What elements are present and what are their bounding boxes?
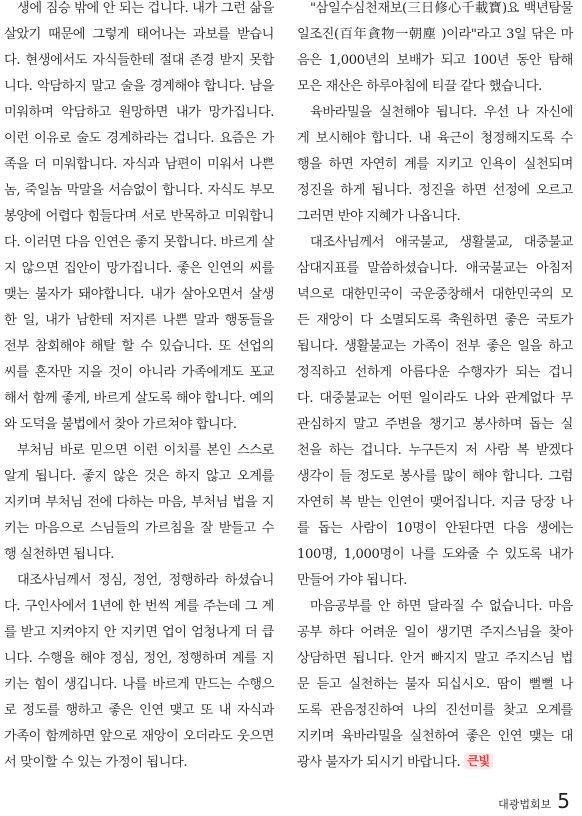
text-line: 자연히 복 받는 인연이 맺어집니다. 지금 당장 나 [297, 495, 573, 510]
text-line: 놈, 죽일놈 막말을 서슴없이 합니다. 자식도 부모 [4, 183, 274, 198]
text-line: 로 정도를 행하고 좋은 인연 맺고 또 내 자식과 [4, 703, 274, 718]
text-line: 를 받고 지켜야지 안 지키면 업이 엄청나게 더 큽 [4, 625, 274, 640]
text-line: 다. 이러면 다음 인연은 좋지 못합니다. 바르게 살 [4, 235, 274, 250]
text-line: 지 않으면 집안이 망가집니다. 좋은 인연의 씨를 [4, 261, 274, 276]
paragraph [297, 0, 573, 100]
text-line: 전부 참회해야 해탈 할 수 있습니다. 또 선업의 [4, 339, 274, 354]
paragraph [4, 438, 274, 568]
text-line: 이런 이유로 술도 경계하라는 겁니다. 요즘은 가 [4, 131, 274, 146]
text-line: 모은 재산은 하루아침에 티끌 같다 했습니다. [297, 79, 542, 94]
text-line: 서 맞이할 수 있는 가정이 됩니다. [4, 755, 188, 770]
text-line: 됩니다. 생활불교는 가족이 전부 좋은 일을 하고 [297, 339, 573, 354]
end-mark-logo: 큰빛 [464, 753, 492, 769]
text-line: 광사 불자가 되시기 바랍니다. 큰빛 [297, 750, 573, 776]
article-right-column [297, 0, 573, 776]
page-number: 5 [557, 789, 570, 813]
text-line: 관심하지 말고 주변을 챙기고 봉사하며 돕는 실 [297, 417, 573, 432]
text-line: 행을 하면 자연히 계를 지키고 인욕이 실천되며 [297, 157, 573, 172]
text-line: 그러면 반야 지혜가 나옵니다. [297, 209, 461, 224]
text-line: 해서 함께 좋게, 바르게 살도록 해야 합니다. 예의 [4, 391, 274, 406]
text-line: 살았기 때문에 그렇게 태어나는 과보를 받습니 [4, 27, 274, 42]
paragraph [297, 100, 573, 230]
text-line: 한 일, 내가 남한테 저지른 나쁜 말과 행동들을 [4, 313, 274, 328]
text-line: 든 재앙이 다 소멸되도록 축원하면 좋은 국토가 [297, 313, 573, 328]
text-line: 녁으로 대한민국이 국운중창해서 대한민국의 모 [297, 287, 573, 302]
article-left-column [4, 0, 274, 776]
publication-name: 대광법회보 [498, 798, 552, 811]
paragraph [297, 594, 573, 776]
text-line: 와 도덕을 불법에서 찾아 가르쳐야 합니다. [4, 417, 237, 432]
text-line: 봉양에 어렵다 힘들다며 서로 반목하고 미워합니 [4, 209, 274, 224]
text-line: 대조사님께서 정심, 정언, 정행하라 하셨습니 [17, 573, 274, 588]
text-line: 게 보시해야 합니다. 내 육근이 청정해지도록 수 [297, 131, 573, 146]
paragraph [4, 0, 274, 438]
text-line: 키는 힘이 생깁니다. 나를 바르게 만드는 수행으 [4, 677, 274, 692]
text-line: 삼대지표를 말씀하셨습니다. 애국불교는 아침저 [297, 261, 573, 276]
text-line: 지키며 육바라밀을 실천하여 좋은 인연 맺는 대 [297, 729, 573, 744]
text-line: 니다. 악담하지 말고 술을 경계해야 합니다. 남을 [4, 79, 274, 94]
text-line: 생각이 들 정도로 봉사를 많이 해야 합니다. 그럼 [297, 469, 573, 484]
text-line: 알게 됩니다. 좋지 않은 것은 하지 않고 오계를 [4, 469, 274, 484]
text-line: 가족이 함께하면 앞으로 재앙이 오더라도 웃으면 [4, 729, 274, 744]
text-line: 만들어 가야 됩니다. [297, 573, 408, 588]
paragraph [4, 568, 274, 776]
page-footer [498, 790, 570, 812]
paragraph [297, 230, 573, 594]
text-line: 육바라밀을 실천해야 됩니다. 우선 나 자신에 [310, 105, 573, 120]
text-line: 도록 관음정진하여 나의 진선미를 찾고 오계를 [297, 703, 573, 718]
text-line: 생에 짐승 밖에 안 되는 겁니다. 내가 그런 삶을 [17, 1, 274, 16]
text-line: 다. 현생에서도 자식들한테 절대 존경 받지 못합 [4, 53, 274, 68]
text-line: 천을 하는 겁니다. 누구든지 저 사람 복 받겠다 [297, 443, 573, 458]
text-line: 맺는 불자가 돼야합니다. 내가 살아오면서 살생 [4, 287, 274, 302]
text-line: 음은 1,000년의 보배가 되고 100년 동안 탐해 [297, 53, 573, 68]
text-line: 정직하고 선하게 아름다운 수행자가 되는 겁니 [297, 365, 573, 380]
text-line: 부처님 바로 믿으면 이런 이치를 본인 스스로 [17, 443, 274, 458]
text-line: 다. 대중불교는 어떤 일이라도 나와 관계없다 무 [297, 391, 573, 406]
text-line: "삼일수심천재보(三日修心千載寶)요 백년탐물 [310, 1, 573, 16]
text-line: 를 돕는 사람이 10명이 안된다면 다음 생에는 [297, 521, 573, 536]
text-line: 다. 구인사에서 1년에 한 번씩 계를 주는데 그 계 [4, 599, 274, 614]
text-line: 키는 마음으로 스님들의 가르침을 잘 받들고 수 [4, 521, 274, 536]
text-line: 100명, 1,000명이 나를 도와줄 수 있도록 내가 [297, 547, 573, 562]
text-line: 대조사님께서 애국불교, 생활불교, 대중불교 [310, 235, 573, 250]
text-line: 상담하면 됩니다. 안거 빠지지 말고 주지스님 법 [297, 651, 573, 666]
text-line: 미워하며 악담하고 원망하면 내가 망가집니다. [4, 105, 274, 120]
text-line: 지키며 부처님 전에 다하는 마음, 부처님 법을 지 [4, 495, 274, 510]
text-line: 마음공부를 안 하면 달라질 수 없습니다. 마음 [310, 599, 573, 614]
text-line: 씨를 혼자만 지을 것이 아니라 가족에게도 포교 [4, 365, 274, 380]
text-line: 일조진(百年貪物一朝塵 )이라"라고 3일 닦은 마 [297, 27, 573, 42]
text-line: 문 듣고 실천하는 불자 되십시오. 땀이 뻘뻘 나 [297, 677, 573, 692]
text-line: 행 실천하면 됩니다. [4, 547, 115, 562]
text-line: 족을 더 미워합니다. 자식과 남편이 미워서 나쁜 [4, 157, 274, 172]
text-line: 공부 하다 어려운 일이 생기면 주지스님을 찾아 [297, 625, 573, 640]
text-line: 니다. 수행을 해야 정심, 정언, 정행하며 계를 지 [4, 651, 274, 666]
text-line: 정진을 하게 됩니다. 정진을 하면 선정에 오르고 [297, 183, 573, 198]
